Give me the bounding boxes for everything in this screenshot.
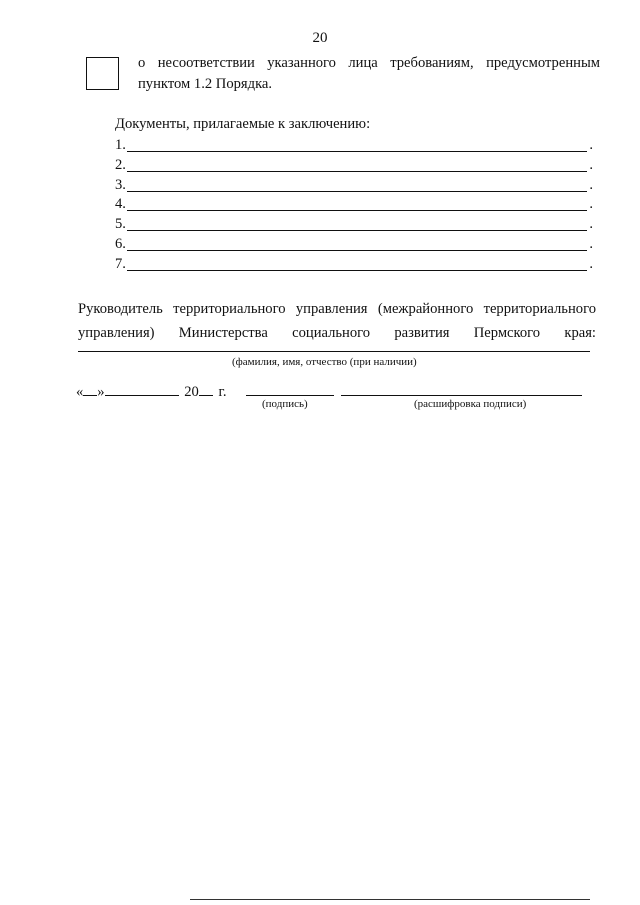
date-close-quote: » [97, 384, 105, 400]
document-line-number: 6. [115, 236, 126, 252]
document-line-6[interactable] [115, 236, 595, 254]
document-line-number: 3. [115, 177, 126, 193]
blank-line [127, 191, 587, 192]
blank-line [127, 250, 587, 251]
document-line-number: 5. [115, 216, 126, 232]
line-end-dot: . [589, 177, 593, 193]
date-open-quote: « [76, 384, 84, 400]
line-end-dot: . [589, 137, 593, 153]
document-line-1[interactable] [115, 137, 595, 155]
line-end-dot: . [589, 236, 593, 252]
document-line-3[interactable] [115, 177, 595, 195]
document-line-number: 4. [115, 196, 126, 212]
year-field[interactable] [199, 381, 213, 396]
line-end-dot: . [589, 157, 593, 173]
nonconformity-checkbox[interactable] [86, 57, 119, 90]
line-end-dot: . [589, 216, 593, 232]
signature-caption: (подпись) [262, 398, 308, 410]
decoding-caption: (расшифровка подписи) [414, 398, 527, 410]
blank-line [127, 171, 587, 172]
document-line-4[interactable] [115, 196, 595, 214]
checkbox-label: о несоответствии указанного лица требованиям, предусмотренным пунктом 1.2 Порядка. [138, 55, 600, 92]
fio-caption: (фамилия, имя, отчество (при наличии) [232, 356, 417, 368]
document-line-number: 1. [115, 137, 126, 153]
line-end-dot: . [589, 256, 593, 272]
document-line-number: 2. [115, 157, 126, 173]
page-number: 20 [312, 30, 328, 46]
month-field[interactable] [105, 381, 179, 396]
blank-line [127, 151, 587, 152]
head-title-line-2: управления) Министерства социального развития Пермского края: [78, 325, 596, 341]
head-title-line-1: Руководитель территориального управления (межрайонного территориального [78, 301, 596, 317]
blank-line [127, 270, 587, 271]
document-line-number: 7. [115, 256, 126, 272]
day-field[interactable] [83, 381, 97, 396]
year-suffix: г. [218, 384, 227, 400]
head-title [78, 297, 596, 345]
documents-heading: Документы, прилагаемые к заключению: [115, 116, 371, 132]
document-line-5[interactable] [115, 216, 595, 234]
year-prefix: 20 [184, 384, 199, 400]
line-end-dot: . [589, 196, 593, 212]
signature-field[interactable] [246, 395, 334, 396]
document-line-7[interactable] [115, 256, 595, 274]
date-row [76, 381, 227, 401]
bottom-divider [190, 899, 590, 900]
fio-field[interactable] [78, 351, 590, 352]
signature-decoding-field[interactable] [341, 395, 582, 396]
document-line-2[interactable] [115, 157, 595, 175]
blank-line [127, 210, 587, 211]
blank-line [127, 230, 587, 231]
